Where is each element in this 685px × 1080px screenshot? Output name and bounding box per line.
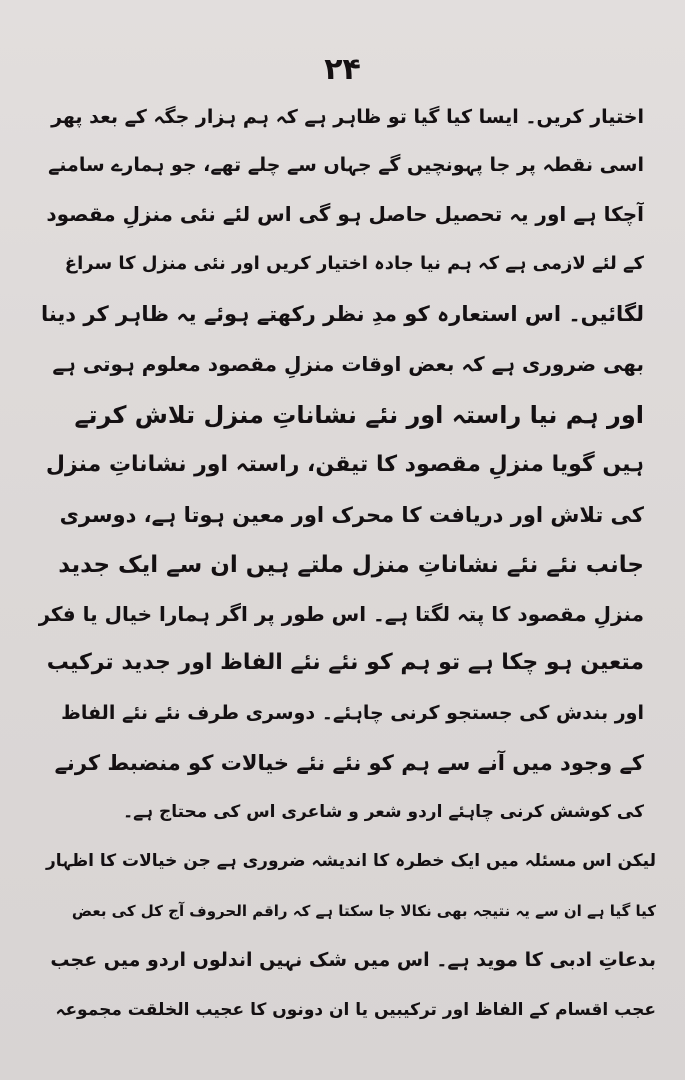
text-line: کے وجود میں آنے سے ہم کو نئے نئے خیالات کو منضبط کرنے — [54, 751, 644, 775]
text-line: کی تلاش اور دریافت کا محرک اور معین ہوتا ہے، دوسری — [59, 503, 644, 527]
text-line: آچکا ہے اور یہ تحصیل حاصل ہو گی اس لئے نئی منزلِ مقصود — [46, 202, 644, 226]
text-line: متعین ہو چکا ہے تو ہم کو نئے نئے الفاظ اور جدید ترکیب — [46, 650, 644, 675]
text-line: کی کوشش کرنی چاہئے اردو شعر و شاعری اس کی محتاج ہے۔ — [123, 802, 644, 822]
page-number: ۲۴ — [324, 52, 361, 87]
text-line: جانب نئے نئے نشاناتِ منزل ملتے ہیں ان سے ایک جدید — [58, 552, 644, 578]
text-line: بدعاتِ ادبی کا موید ہے۔ اس میں شک نہیں اندلوں اردو میں عجب — [50, 949, 656, 971]
text-line: لگائیں۔ اس استعارہ کو مدِ نظر رکھتے ہوئے یہ ظاہر کر دینا — [40, 302, 644, 326]
text-line: ہیں گویا منزلِ مقصود کا تیقن، راستہ اور نشاناتِ منزل — [45, 452, 644, 477]
text-line: اور ہم نیا راستہ اور نئے نشاناتِ منزل تلاش کرتے — [74, 401, 644, 429]
text-line: عجب اقسام کے الفاظ اور ترکیبیں یا ان دونوں کا عجیب الخلقت مجموعہ — [55, 1000, 656, 1020]
text-line: کیا گیا ہے ان سے یہ نتیجہ بھی نکالا جا سکتا ہے کہ راقم الحروف آج کل کی بعض — [71, 902, 656, 920]
text-line: اور بندش کی جستجو کرنی چاہئے۔ دوسری طرف نئے نئے الفاظ — [61, 702, 644, 724]
text-line: بھی ضروری ہے کہ بعض اوقات منزلِ مقصود معلوم ہوتی ہے — [52, 352, 644, 376]
text-line: منزلِ مقصود کا پتہ لگتا ہے۔ اس طور پر اگر ہمارا خیال یا فکر — [38, 602, 644, 626]
text-line: اسی نقطہ پر جا پہونچیں گے جہاں سے چلے تھے، جو ہمارے سامنے — [48, 154, 644, 176]
text-line: اختیار کریں۔ ایسا کیا گیا تو ظاہر ہے کہ ہم ہزار جگہ کے بعد پھر — [51, 106, 644, 128]
text-line: لیکن اس مسئلہ میں ایک خطرہ کا اندیشہ ضروری ہے جن خیالات کا اظہار — [45, 851, 656, 871]
text-line: کے لئے لازمی ہے کہ ہم نیا جادہ اختیار کریں اور نئی منزل کا سراغ — [64, 253, 644, 274]
